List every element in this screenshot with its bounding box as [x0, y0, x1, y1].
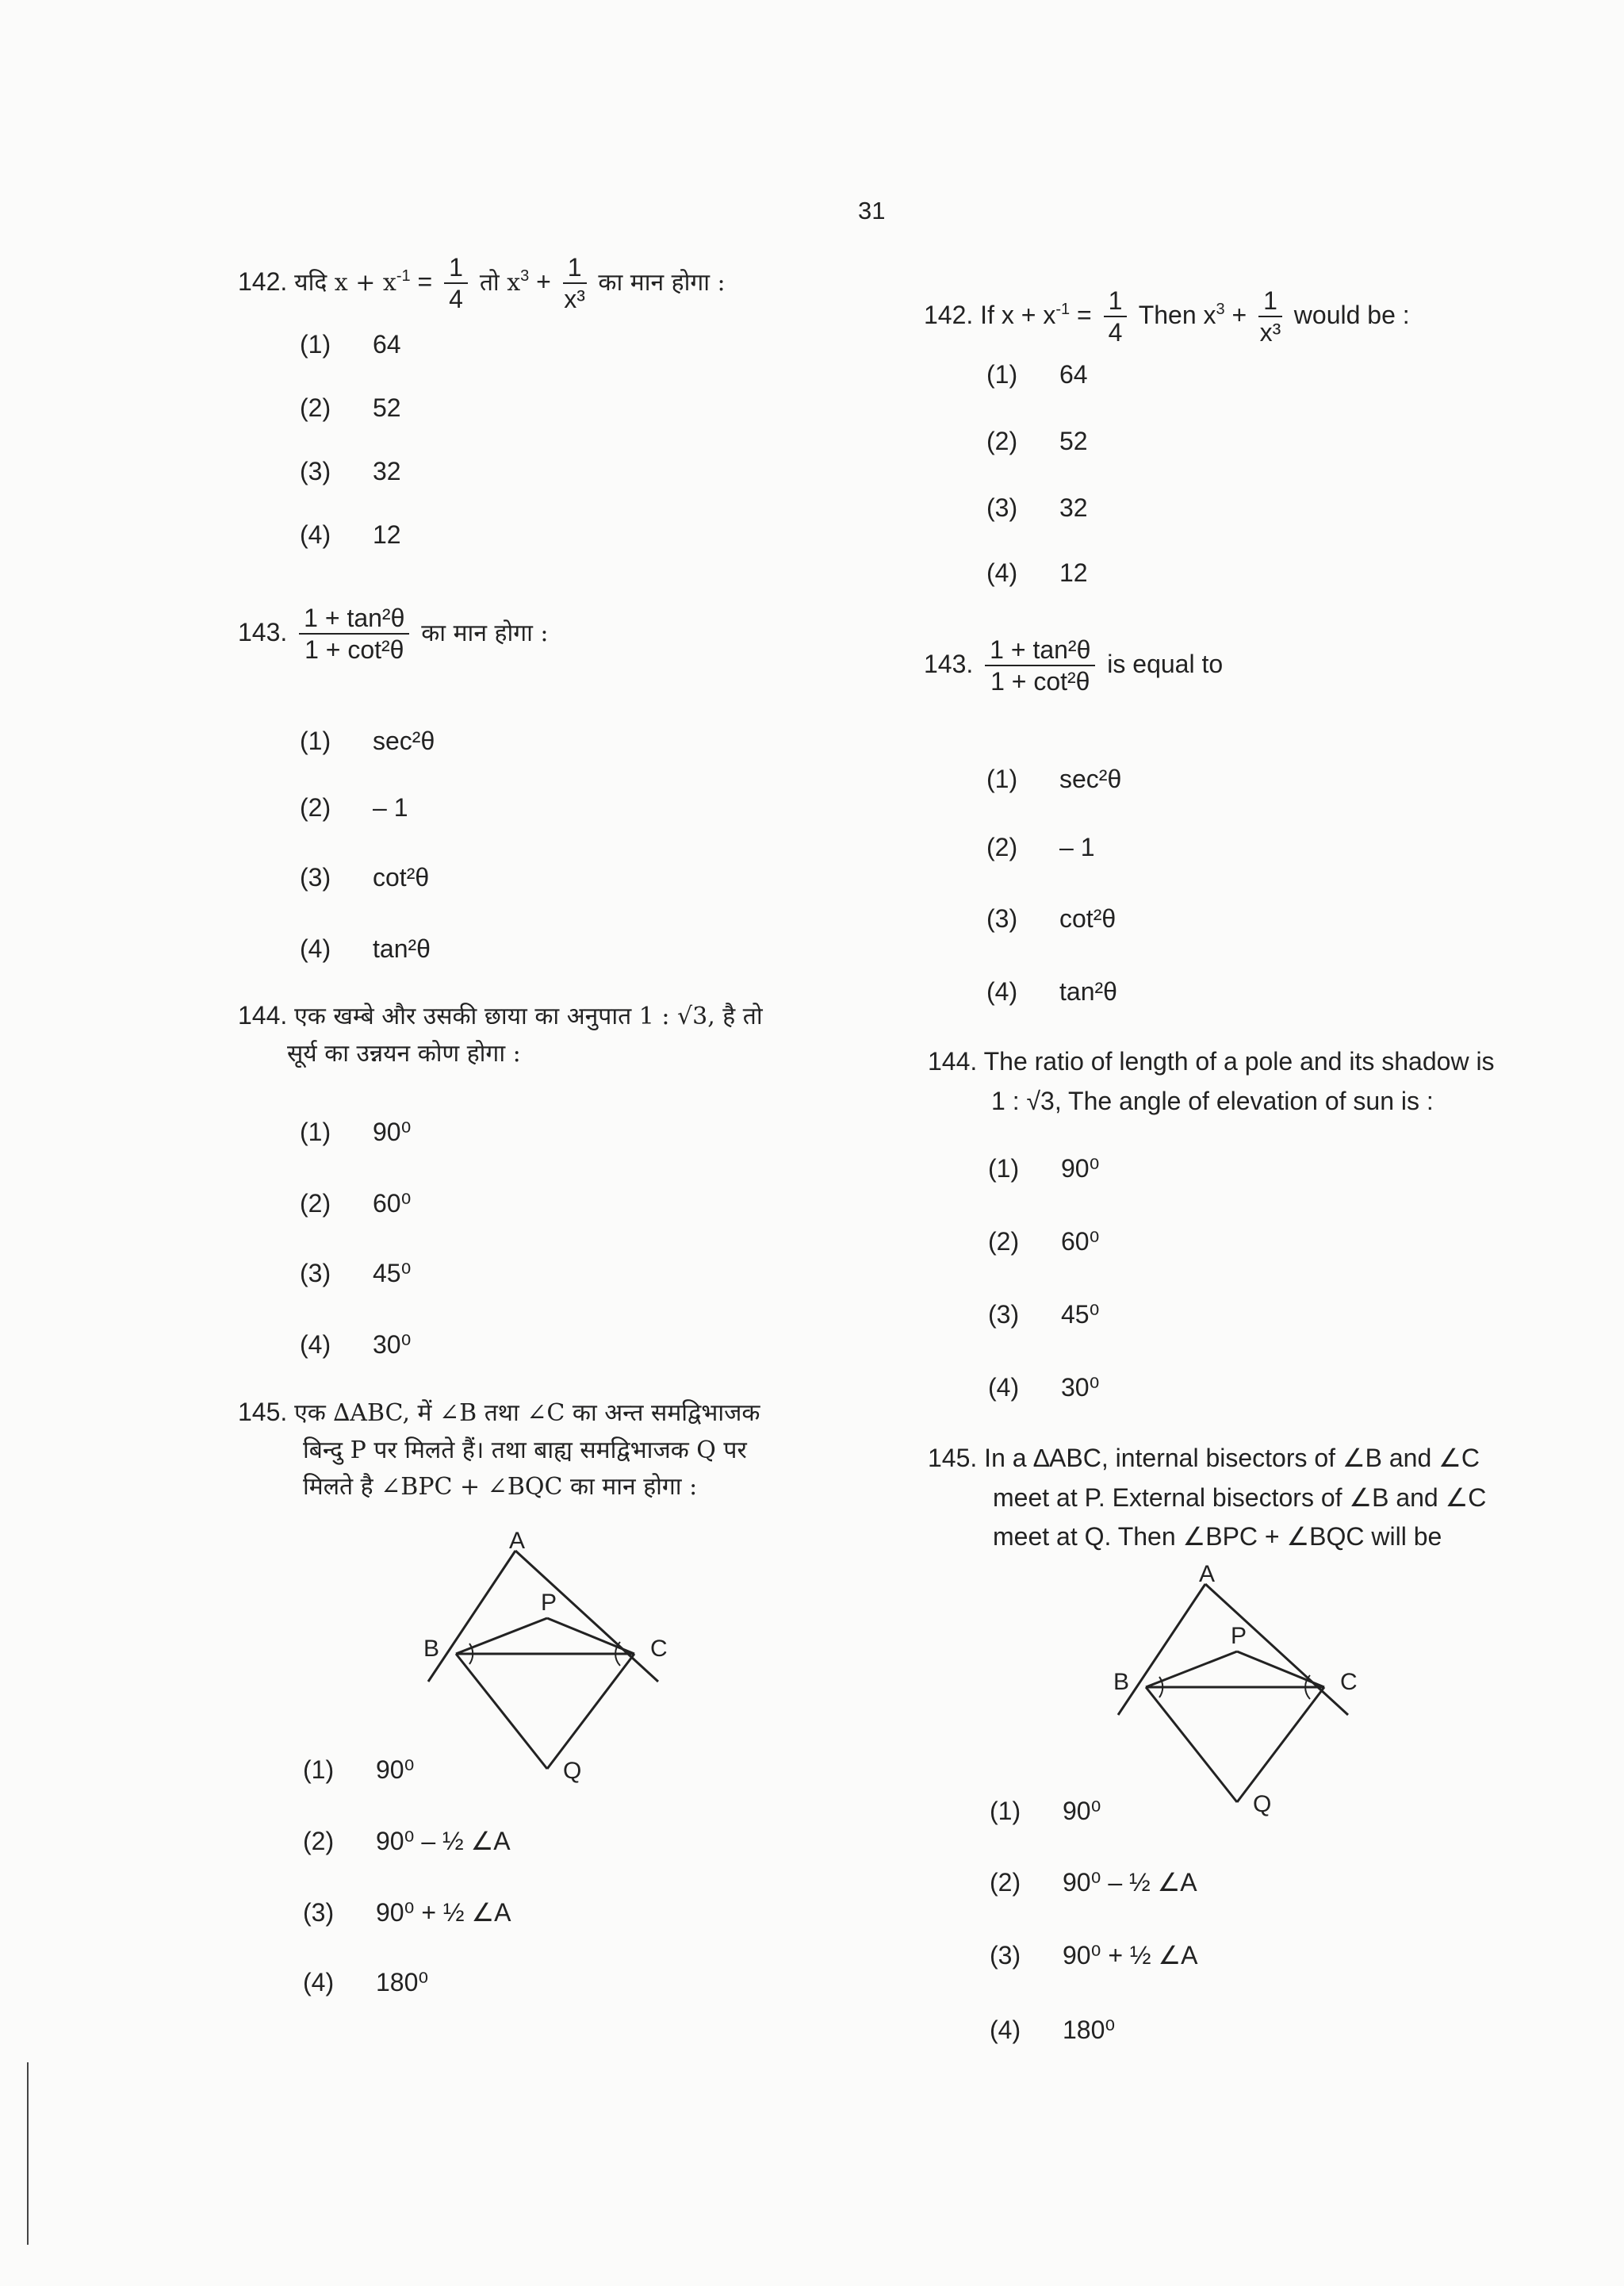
fraction-den: 4: [1108, 318, 1123, 347]
question-number: 145.: [928, 1444, 978, 1472]
option-number: (1): [300, 330, 331, 359]
exponent: 3: [520, 267, 530, 286]
fraction-num: 1: [563, 252, 587, 284]
stem-text: would be :: [1293, 300, 1410, 329]
margin-line: [27, 2062, 29, 2245]
option-value: 45⁰: [1061, 1300, 1100, 1329]
option-value: 90⁰: [1061, 1154, 1100, 1183]
vertex-label-a: A: [1199, 1564, 1216, 1587]
option: [990, 1796, 1101, 1826]
option: [986, 558, 1088, 588]
fraction: [1104, 286, 1128, 348]
stem-text: का मान होगा :: [421, 619, 549, 647]
option-value: 45⁰: [373, 1259, 412, 1287]
option-number: (3): [303, 1898, 335, 1927]
fraction-den: x³: [1259, 318, 1281, 347]
option: [990, 1940, 1198, 1970]
plus: +: [536, 267, 551, 296]
option-value: 90⁰ + ½ ∠A: [1063, 1941, 1198, 1970]
option-value: sec²θ: [1059, 765, 1122, 793]
vertex-label-b: B: [423, 1636, 440, 1662]
option: [300, 793, 408, 823]
option-value: 12: [1059, 558, 1088, 587]
option-value: 52: [373, 393, 401, 422]
option-value: 30⁰: [373, 1330, 412, 1359]
option-number: (3): [300, 457, 331, 485]
option-number: (4): [300, 520, 331, 549]
option-number: (4): [990, 2016, 1021, 2044]
option-value: tan²θ: [373, 934, 431, 963]
vertex-label-p: P: [541, 1590, 557, 1616]
question-number: 142.: [238, 267, 288, 296]
option-value: cot²θ: [1059, 904, 1116, 933]
equals: =: [417, 267, 433, 296]
option-number: (2): [300, 793, 331, 822]
fraction-den: x³: [564, 285, 585, 314]
stem-line: In a ∆ABC, internal bisectors of ∠B and ∠C: [984, 1444, 1480, 1472]
question-number: 144.: [928, 1047, 978, 1076]
option: [300, 863, 429, 892]
stem-line: The ratio of length of a pole and its shadow is: [983, 1047, 1495, 1076]
stem-text: is equal to: [1107, 649, 1224, 678]
option: [300, 457, 401, 486]
option-value: 30⁰: [1061, 1373, 1100, 1402]
fraction-num: 1 + tan²θ: [985, 635, 1095, 666]
option-number: (4): [986, 558, 1018, 587]
stem-text: तो x: [479, 268, 521, 297]
option-number: (2): [303, 1827, 335, 1855]
option-value: 90⁰ – ½ ∠A: [376, 1827, 511, 1855]
option-number: (3): [300, 1259, 331, 1287]
question-number: 143.: [238, 617, 288, 646]
option: [986, 360, 1088, 389]
option-number: (3): [986, 904, 1018, 933]
option-number: (4): [988, 1373, 1020, 1402]
option-value: 90⁰: [1063, 1797, 1101, 1825]
option-number: (2): [990, 1868, 1021, 1897]
fraction: [1258, 286, 1282, 348]
option-number: (2): [986, 833, 1018, 861]
option: [303, 1897, 511, 1927]
hindi-q144-stem: [238, 996, 841, 1072]
option: [986, 833, 1094, 862]
option: [986, 765, 1121, 794]
hindi-q143-stem: [238, 603, 549, 665]
option: [300, 393, 401, 423]
stem-text: यदि x + x: [294, 268, 396, 297]
option-value: 32: [1059, 493, 1088, 522]
option-value: 90⁰: [376, 1755, 415, 1784]
option: [986, 493, 1088, 523]
option: [300, 934, 431, 964]
option-value: 90⁰ + ½ ∠A: [376, 1898, 511, 1927]
stem-line: meet at P. External bisectors of ∠B and ∠C: [993, 1482, 1487, 1512]
english-q142-stem: [924, 286, 1410, 348]
question-number: 142.: [924, 300, 974, 329]
option-number: (3): [988, 1300, 1020, 1329]
vertex-label-q: Q: [563, 1758, 582, 1784]
vertex-label-b: B: [1113, 1669, 1130, 1695]
fraction: [563, 252, 587, 315]
option-value: 90⁰ – ½ ∠A: [1063, 1868, 1197, 1897]
option-number: (1): [300, 727, 331, 755]
stem-line: बिन्दु P पर मिलते हैं। तथा बाह्य समद्विभाजक Q पर: [303, 1436, 747, 1464]
fraction: [444, 252, 468, 315]
stem-line: सूर्य का उन्नयन कोण होगा :: [287, 1039, 521, 1068]
exponent: 3: [1216, 301, 1225, 319]
option-value: 12: [373, 520, 401, 549]
option: [988, 1226, 1099, 1256]
option: [300, 330, 401, 359]
triangle-bisector-diagram: [1110, 1564, 1364, 1826]
option: [988, 1299, 1099, 1329]
option-number: (1): [303, 1755, 335, 1784]
option-value: 32: [373, 457, 401, 485]
option-value: 60⁰: [1061, 1227, 1100, 1256]
option-number: (3): [990, 1941, 1021, 1970]
option-value: sec²θ: [373, 727, 435, 755]
fraction-den: 4: [449, 285, 463, 314]
question-number: 144.: [238, 1001, 288, 1030]
option-number: (2): [986, 427, 1018, 455]
option: [300, 1117, 411, 1147]
stem-line: 1 : √3, The angle of elevation of sun is :: [991, 1086, 1434, 1115]
vertex-label-c: C: [650, 1636, 668, 1662]
triangle-bisector-diagram: [420, 1531, 674, 1793]
question-number: 143.: [924, 649, 974, 678]
option: [986, 904, 1116, 934]
option-number: (1): [990, 1797, 1021, 1825]
option-value: 64: [373, 330, 401, 359]
option-value: – 1: [373, 793, 408, 822]
option-number: (1): [986, 360, 1018, 389]
stem-line: मिलते है ∠BPC + ∠BQC का मान होगा :: [303, 1473, 698, 1502]
stem-text: का मान होगा :: [598, 268, 726, 297]
option: [300, 1258, 411, 1288]
option-number: (2): [300, 393, 331, 422]
option: [300, 1188, 411, 1218]
question-number: 145.: [238, 1398, 288, 1426]
hindi-q145-stem: [238, 1393, 856, 1506]
option: [990, 2015, 1115, 2045]
fraction-den: 1 + cot²θ: [304, 635, 404, 665]
option-number: (2): [300, 1189, 331, 1218]
option: [988, 1153, 1099, 1183]
english-q145-stem: [928, 1439, 1562, 1557]
option: [986, 977, 1117, 1007]
option-value: 60⁰: [373, 1189, 412, 1218]
option-value: 180⁰: [376, 1968, 429, 1996]
option: [986, 427, 1088, 456]
option-number: (1): [986, 765, 1018, 793]
option-number: (2): [988, 1227, 1020, 1256]
option-value: 64: [1059, 360, 1088, 389]
option-number: (4): [300, 934, 331, 963]
hindi-q142-stem: [238, 252, 726, 315]
stem-line: एक ∆ABC, में ∠B तथा ∠C का अन्त समद्विभाजक: [294, 1399, 760, 1427]
option-number: (1): [988, 1154, 1020, 1183]
equals: =: [1077, 300, 1092, 329]
option-number: (3): [986, 493, 1018, 522]
option-value: tan²θ: [1059, 977, 1117, 1006]
option-value: 90⁰: [373, 1118, 412, 1146]
english-q143-stem: [924, 635, 1223, 697]
option: [300, 1329, 411, 1360]
exponent: -1: [1055, 301, 1071, 319]
option: [300, 520, 401, 550]
stem-text: If x + x: [980, 300, 1056, 329]
vertex-label-c: C: [1340, 1669, 1358, 1695]
vertex-label-a: A: [509, 1531, 526, 1554]
plus: +: [1231, 300, 1247, 329]
stem-line: एक खम्बे और उसकी छाया का अनुपात 1 : √3, है तो: [294, 1003, 763, 1030]
option-number: (3): [300, 863, 331, 892]
fraction-num: 1: [1104, 286, 1128, 317]
option: [303, 1826, 511, 1856]
option: [303, 1755, 414, 1785]
english-q144-stem: [928, 1042, 1562, 1121]
fraction: [299, 603, 409, 665]
vertex-label-q: Q: [1253, 1791, 1272, 1817]
option-number: (4): [303, 1968, 335, 1996]
stem-text: Then x: [1138, 300, 1216, 329]
option-value: cot²θ: [373, 863, 430, 892]
fraction-num: 1: [1258, 286, 1282, 317]
option-number: (4): [986, 977, 1018, 1006]
option: [303, 1967, 428, 1997]
fraction-den: 1 + cot²θ: [990, 667, 1090, 696]
option-number: (4): [300, 1330, 331, 1359]
option-value: 52: [1059, 427, 1088, 455]
vertex-label-p: P: [1231, 1623, 1247, 1649]
exponent: -1: [396, 267, 411, 286]
option: [988, 1372, 1099, 1402]
option-value: 180⁰: [1063, 2016, 1116, 2044]
fraction: [985, 635, 1095, 697]
stem-line: meet at Q. Then ∠BPC + ∠BQC will be: [993, 1522, 1442, 1551]
option: [300, 727, 435, 756]
fraction-num: 1 + tan²θ: [299, 603, 409, 635]
fraction-num: 1: [444, 252, 468, 284]
option-value: – 1: [1059, 833, 1095, 861]
option: [990, 1867, 1197, 1897]
option-number: (1): [300, 1118, 331, 1146]
page-number: 31: [858, 197, 886, 224]
